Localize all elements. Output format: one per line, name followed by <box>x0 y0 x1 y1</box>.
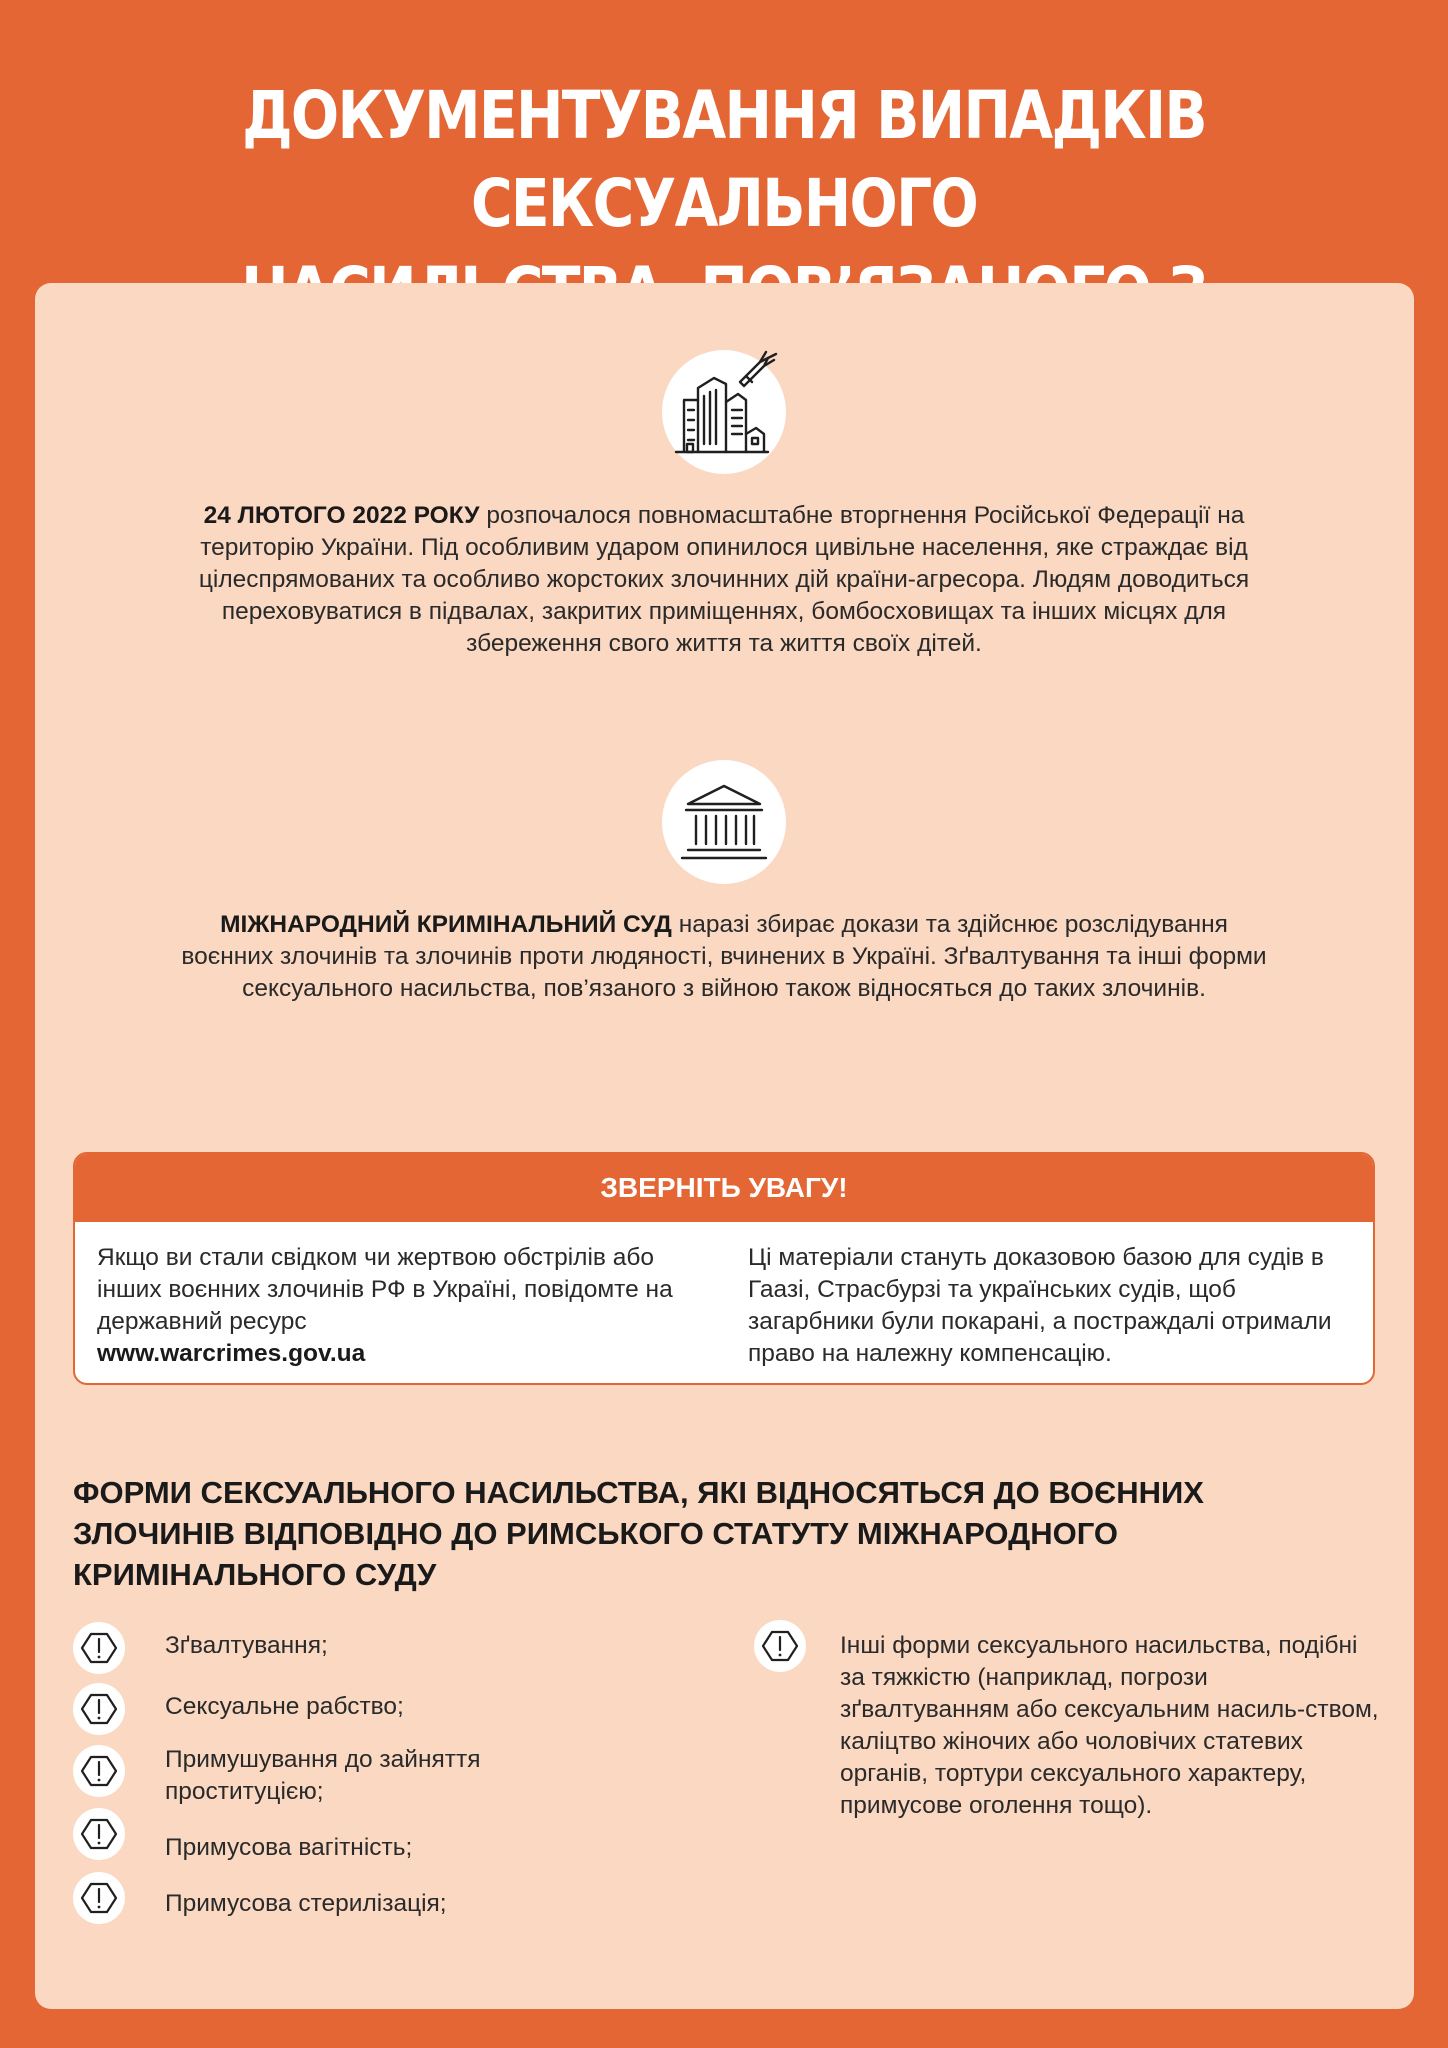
intro-paragraph <box>180 500 1268 660</box>
warcrimes-link[interactable]: www.warcrimes.gov.ua <box>97 1340 366 1367</box>
court-paragraph <box>180 909 1268 1005</box>
list-item-forced-sterilization: Примусова стерилізація; <box>165 1890 447 1917</box>
intro-text: розпочалося повномасштабне вторгнення Російської Федерації на територію України. Під особливим ударом опинилося цивільне населення, яке страждає від цілеспрямованих та особливо жорстоких злочинних дій країни-агресора. Людям доводиться переховуватися в підвалах, закритих приміщеннях, бомбосховищах та інших місцях для збереження свого життя та життя своїх дітей. <box>198 502 1250 657</box>
warning-hexagon-icon <box>73 1745 125 1797</box>
warning-hexagon-icon <box>73 1683 125 1735</box>
notice-left-text: Якщо ви стали свідком чи жертвою обстрілів або інших воєнних злочинів РФ в Україні, повідомте на державний ресурс <box>97 1244 673 1335</box>
destroyed-building-icon <box>654 330 794 470</box>
court-text: наразі збирає докази та здійснює розслідування воєнних злочинів та злочинів проти людяності, вчинених в Україні. Зґвалтування та інші форми сексуального насильства, пов’язаного з війною також відносяться до таких злочинів. <box>181 911 1267 1002</box>
notice-box <box>73 1152 1375 1385</box>
list-item-sexual-slavery: Сексуальне рабство; <box>165 1693 404 1720</box>
list-item-forced-prostitution: Примушування до зайняття проституцією; <box>165 1746 481 1805</box>
notice-right-text: Ці матеріали стануть доказовою базою для судів в Гаазі, Страсбурзі та українських судів, щоб загарбники були покарані, а постраждалі отримали право на належну компенсацію. <box>748 1244 1332 1367</box>
list-item-forced-pregnancy: Примусова вагітність; <box>165 1834 413 1861</box>
intro-date: 24 ЛЮТОГО 2022 РОКУ <box>203 502 480 529</box>
courthouse-icon <box>662 760 786 884</box>
notice-left-column <box>97 1242 707 1370</box>
court-name: МІЖНАРОДНИЙ КРИМІНАЛЬНИЙ СУД <box>220 911 672 938</box>
title-line-1: ДОКУМЕНТУВАННЯ ВИПАДКІВ СЕКСУАЛЬНОГО <box>242 77 1206 242</box>
warning-hexagon-icon <box>73 1622 125 1674</box>
notice-heading: ЗВЕРНІТЬ УВАГУ! <box>75 1154 1373 1222</box>
warning-hexagon-icon <box>73 1808 125 1860</box>
list-item-other-forms: Інші форми сексуального насильства, подібні за тяжкістю (наприклад, погрози зґвалтуванням або сексуальним насиль-ством, каліцтво жіночих або чоловічих статевих органів, тортури сексуального характеру, примусове оголення тощо). <box>840 1632 1379 1819</box>
list-item-rape: Зґвалтування; <box>165 1632 328 1659</box>
warning-hexagon-icon <box>73 1872 125 1924</box>
warning-hexagon-icon <box>754 1620 806 1672</box>
forms-section-title: ФОРМИ СЕКСУАЛЬНОГО НАСИЛЬСТВА, ЯКІ ВІДНОСЯТЬСЯ ДО ВОЄННИХ ЗЛОЧИНІВ ВІДПОВІДНО ДО РИМСЬКОГО СТАТУТУ МІЖНАРОДНОГО КРИМІНАЛЬНОГО СУДУ <box>73 1475 1204 1592</box>
